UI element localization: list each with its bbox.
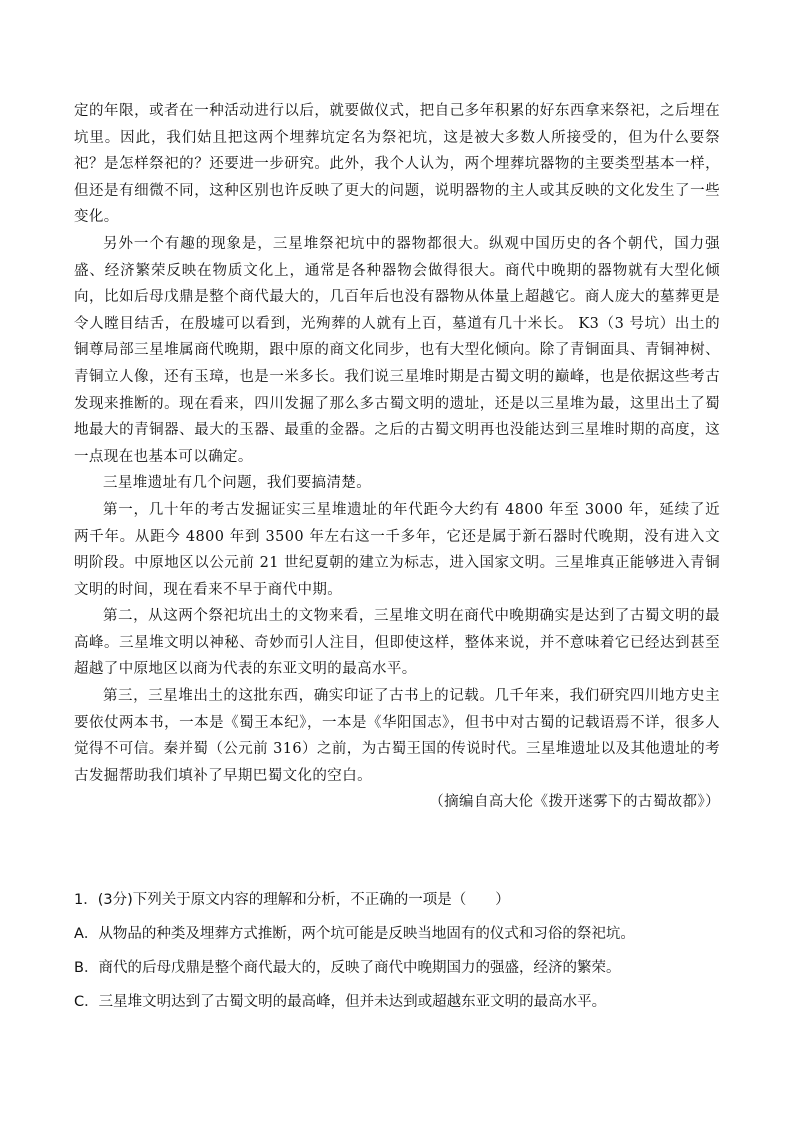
article-body [74,98,720,816]
article-paragraph-6: 第三，三星堆出土的这批东西，确实印证了古书上的记载。几千年来，我们研究四川地方史主要依仗两本书，一本是《蜀王本纪》，一本是《华阳国志》，但书中对古蜀的记载语焉不详，很多人觉得不可信。秦并蜀（公元前 316）之前，为古蜀王国的传说时代。三星堆遗址以及其他遗址的考古发掘帮助我们填补了早期巴蜀文化的空白。 [74,688,720,784]
question-1 [74,883,724,1019]
article-source: （摘编自高大伦《拨开迷雾下的古蜀故都》） [429,794,720,811]
article-paragraph-1: 定的年限，或者在一种活动进行以后，就要做仪式，把自己多年积累的好东西拿来祭祀，之后埋在坑里。因此，我们姑且把这两个埋葬坑定名为祭祀坑，这是被大多数人所接受的，但为什么要祭祀？是怎样祭祀的？还要进一步研究。此外，我个人认为，两个埋葬坑器物的主要类型基本一样，但还是有细微不同，这种区别也许反映了更大的问题，说明器物的主人或其反映的文化发生了一些变化。 [74,103,720,226]
article-paragraph-4: 第一，几十年的考古发掘证实三星堆遗址的年代距今大约有 4800 年至 3000 年，延续了近两千年。从距今 4800 年到 3500 年左右这一千多年，它还是属于新石器时代晚期，没有进入文明阶段。中原地区以公元前 21 世纪夏朝的建立为标志，进入国家文明。三星堆真正能够进入青铜文明的时间，现在看来不早于商代中期。 [74,501,720,598]
article-paragraph-3: 三星堆遗址有几个问题，我们要搞清楚。 [103,475,372,492]
option-c[interactable]: C．三星堆文明达到了古蜀文明的最高峰，但并未达到或超越东亚文明的最高水平。 [74,994,607,1010]
option-a[interactable]: A．从物品的种类及埋葬方式推断，两个坑可能是反映当地固有的仪式和习俗的祭祀坑。 [74,926,635,942]
question-stem: 1．(3分)下列关于原文内容的理解和分析，不正确的一项是（ ） [74,892,510,908]
article-paragraph-5: 第二，从这两个祭祀坑出土的文物来看，三星堆文明在商代中晚期确实是达到了古蜀文明的最高峰。三星堆文明以神秘、奇妙而引人注目，但即使这样，整体来说，并不意味着它已经达到甚至超越了中原地区以商为代表的东亚文明的最高水平。 [74,608,720,678]
option-b[interactable]: B．商代的后母戊鼎是整个商代最大的，反映了商代中晚期国力的强盛，经济的繁荣。 [74,960,621,976]
article-paragraph-2: 另外一个有趣的现象是，三星堆祭祀坑中的器物都很大。纵观中国历史的各个朝代，国力强盛、经济繁荣反映在物质文化上，通常是各种器物会做得很大。商代中晚期的器物就有大型化倾向，比如后母戊鼎是整个商代最大的，几百年后也没有器物从体量上超越它。商人庞大的墓葬更是令人瞠目结舌，在殷墟可以看到，光殉葬的人就有上百，墓道有几十米长。 K3（3 号坑）出土的铜尊局部三星堆属商代晚期，跟中原的商文化同步，也有大型化倾向。除了青铜面具、青铜神树、青铜立人像，还有玉璋，也是一米多长。我们说三星堆时期是古蜀文明的巅峰，也是依据这些考古发现来推断的。现在看来，四川发掘了那么多古蜀文明的遗址，还是以三星堆为最，这里出土了蜀地最大的青铜器、最大的玉器、最重的金器。之后的古蜀文明再也没能达到三星堆时期的高度，这一点现在也基本可以确定。 [74,235,720,465]
